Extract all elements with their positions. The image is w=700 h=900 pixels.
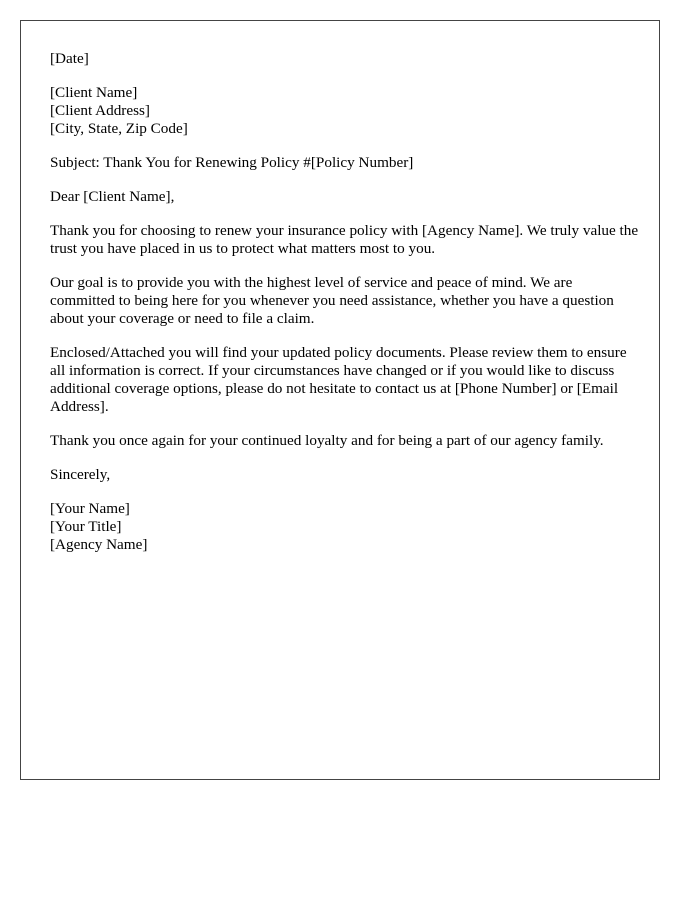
letter-subject: Subject: Thank You for Renewing Policy #[Policy Number] (50, 154, 414, 171)
signature-title: [Your Title] (50, 518, 122, 535)
recipient-address: [Client Address] (50, 102, 150, 119)
letter-paragraph: Enclosed/Attached you will find your updated policy documents. Please review them to ensure all information is correct. If your circumstances have changed or if you would like to discuss additional coverage options, please do not hesitate to contact us at [Phone Number] or [Email Address]. (50, 344, 627, 415)
signature-name: [Your Name] (50, 500, 130, 517)
recipient-name: [Client Name] (50, 84, 138, 101)
letter-date: [Date] (50, 50, 89, 67)
recipient-city-state-zip: [City, State, Zip Code] (50, 120, 188, 137)
letter-paragraph: Thank you for choosing to renew your insurance policy with [Agency Name]. We truly value the trust you have placed in us to protect what matters most to you. (50, 222, 639, 257)
letter-paragraph: Thank you once again for your continued loyalty and for being a part of our agency family. (50, 432, 604, 449)
letter-paragraph: Our goal is to provide you with the highest level of service and peace of mind. We are committed to being here for you whenever you need assistance, whether you have a question about your coverage or need to file a claim. (50, 274, 614, 327)
letter-salutation: Dear [Client Name], (50, 188, 175, 205)
letter-body (50, 50, 640, 570)
letter-closing: Sincerely, (50, 466, 111, 483)
letter-page (20, 20, 660, 780)
signature-block (50, 500, 640, 554)
signature-agency: [Agency Name] (50, 536, 148, 553)
recipient-block (50, 84, 640, 138)
